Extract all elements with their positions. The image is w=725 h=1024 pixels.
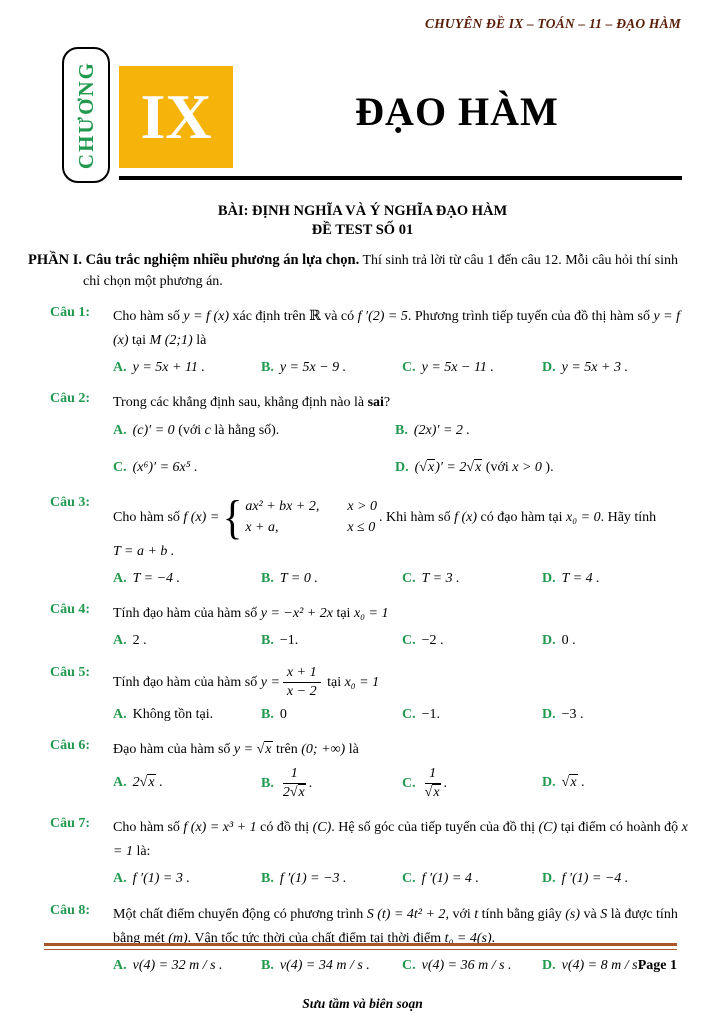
question-1-number: Câu 1: [50,305,91,321]
option-d [395,457,691,479]
math-run: y = [260,674,280,690]
option-letter: D. [542,957,556,973]
question-1 [0,305,725,379]
option-c [113,457,395,479]
text-run: Cho hàm số [113,309,184,325]
option-letter: C. [402,571,416,587]
option-letter: B. [261,870,274,886]
radicand: x [148,775,155,791]
case-condition: x ≤ 0 [347,519,376,535]
math-run: 2√ [282,785,298,801]
option-value: v(4) = 34 m / s . [279,957,370,973]
option-d [542,704,691,726]
math-run: 2√ [132,775,148,791]
text-run: ? [383,395,391,411]
text-run: Cho hàm số [113,820,184,836]
option-a [113,868,261,890]
option-value: v(4) = 36 m / s . [421,957,512,973]
math-run: x = 1 [113,820,688,859]
option-b [261,868,402,890]
question-3-formula-line [113,540,691,564]
text-run: là [345,742,359,758]
option-c [402,868,542,890]
question-4 [0,602,725,652]
option-b [261,955,402,977]
option-d [542,630,691,652]
text-run: . [491,930,496,946]
option-a [113,357,261,379]
question-8-options [113,955,691,977]
math-run: (C) [312,820,332,836]
option-a [113,704,261,726]
option-letter: D. [542,775,556,791]
text-run: . Hệ số góc của tiếp tuyến của đồ thị [331,820,539,836]
fraction-numerator: 1 [425,766,441,784]
option-value: f ′(1) = −3 . [279,870,347,886]
text-run: . [577,775,585,791]
question-3 [0,490,725,591]
option-letter: A. [113,870,127,886]
option-value: 0 [279,706,287,722]
question-7-number: Câu 7: [50,816,91,832]
option-a [113,568,261,590]
text-run: và [580,907,601,923]
option-letter: C. [402,775,416,791]
option-value: f ′(1) = −4 . [561,870,629,886]
option-b [395,420,691,442]
radicand: x [570,775,577,791]
option-value: y = 5x − 9 . [279,359,347,375]
question-2-options [113,420,691,480]
chapter-number: IX [140,81,212,152]
math-run: S [600,907,608,923]
option-b [261,630,402,652]
text-run: tại [128,332,150,348]
option-letter: D. [542,359,556,375]
option-value: T = −4 . [132,571,181,587]
question-4-options [113,630,691,652]
option-c [402,766,542,801]
question-3-text [113,490,691,544]
radicand: x [433,785,440,801]
option-letter: B. [261,633,274,649]
math-run: c [204,422,211,438]
text-run: có đồ thị [256,820,313,836]
text-run: tính bằng giây [478,907,566,923]
option-b [261,704,402,726]
text-run: Tính đạo hàm của hàm số [113,606,261,622]
option-letter: A. [113,359,127,375]
math-run: (0; +∞) [301,742,346,758]
chapter-side-label: CHƯƠNG [73,60,98,170]
option-value: (x⁶)′ = 6x⁵ . [132,460,198,476]
text-run: . Hãy tính [600,509,657,525]
footer-note: Sưu tầm và biên soạn [302,996,423,1011]
option-letter: A. [113,957,127,973]
math-run: x₀ = 0 [566,509,601,525]
question-5 [0,665,725,727]
title-underline [119,176,682,180]
option-value: 0 . [561,633,576,649]
option-letter: D. [542,633,556,649]
question-6-text [113,738,691,762]
text-run: có đạo hàm tại [477,509,567,525]
option-letter: C. [402,633,416,649]
option-letter: C. [402,870,416,886]
text-run: . [443,775,448,791]
option-letter: A. [113,422,127,438]
running-header: CHUYÊN ĐỀ IX – TOÁN – 11 – ĐẠO HÀM [425,16,681,31]
text-run: Đạo hàm của hàm số [113,742,234,758]
option-value: f ′(1) = 4 . [421,870,479,886]
text-run: . Phương trình tiếp tuyến của đồ thị hàm số [407,309,654,325]
option-value: v(4) = 8 m / s . [561,957,645,973]
option-b [261,357,402,379]
option-letter: C. [402,957,416,973]
option-value: −3 . [561,706,584,722]
question-2-number: Câu 2: [50,391,91,407]
fraction-numerator: 1 [283,766,306,784]
math-run: y = −x² + 2x [260,606,333,622]
case-formula: x + a, [245,519,279,535]
option-letter: D. [542,706,556,722]
question-4-text [113,602,691,626]
question-4-number: Câu 4: [50,602,91,618]
option-letter: D. [542,870,556,886]
option-letter: C. [402,706,416,722]
math-run: ℝ [309,309,321,325]
option-letter: A. [113,571,127,587]
bold-run: sai [367,395,384,411]
text-run: là hằng số). [210,422,280,438]
option-d [542,772,691,794]
question-7-text [113,816,691,864]
text-run: là [192,332,207,348]
test-title: ĐỀ TEST SỐ 01 [311,221,414,238]
math-run: y = √ [233,742,265,758]
text-run: tại [323,674,345,690]
question-3-number: Câu 3: [50,494,91,510]
chapter-title: ĐẠO HÀM [355,89,559,134]
text-run: xác định trên [228,309,310,325]
document-body [0,196,725,977]
text-run: (với [482,460,513,476]
footer-double-rule [44,943,677,950]
math-run: y = f (x) [113,309,681,348]
option-letter: B. [261,359,274,375]
option-c [402,955,542,977]
case-formula: ax² + bx + 2, [245,499,320,515]
question-2 [0,391,725,480]
math-run: t [474,907,479,923]
question-8 [0,903,725,977]
option-letter: B. [395,422,408,438]
text-run: là: [132,843,151,859]
option-value: T = 4 . [561,571,600,587]
option-value: 2 . [132,633,147,649]
option-value: y = 5x + 11 . [132,359,205,375]
math-run: (C) [538,820,558,836]
option-a [113,420,395,442]
question-5-options [113,704,691,726]
option-value: −1. [421,706,441,722]
option-c [402,568,542,590]
math-run: t₀ = 4(s) [444,930,492,946]
chapter-side-tab [62,47,110,183]
lesson-title: BÀI: ĐỊNH NGHĨA VÀ Ý NGHĨA ĐẠO HÀM [217,203,508,219]
text-run: (với [174,422,205,438]
text-run: tại [332,606,354,622]
fraction-denominator [283,784,306,801]
math-run: y = f (x) [183,309,229,325]
fraction-denominator [425,784,441,801]
piecewise-function [221,490,378,544]
math-run: (s) [565,907,581,923]
text-run: . [308,775,313,791]
case-condition: x > 0 [347,499,378,515]
math-run: (m) [168,930,188,946]
option-c [402,704,542,726]
radicand: x [475,460,482,476]
math-run: √ [561,775,570,791]
option-letter: A. [113,775,127,791]
option-value: −2 . [421,633,444,649]
question-1-text [113,305,691,353]
math-run: x₀ = 1 [353,606,389,622]
option-a [113,630,261,652]
fraction-numerator: x + 1 [283,665,321,683]
question-6 [0,738,725,801]
fraction-denominator: x − 2 [286,683,317,699]
radicand: x [265,742,272,758]
option-value: −1. [279,633,299,649]
option-value: y = 5x + 3 . [561,359,628,375]
text-run: , với [445,907,475,923]
page-number: Page 1 [637,958,677,973]
option-b [261,568,402,590]
option-letter: B. [261,775,274,791]
text-run: Một chất điểm chuyển động có phương trình [113,907,367,923]
chapter-number-box [119,66,233,168]
text-run: . Khi hàm số [379,509,455,525]
option-letter: C. [113,460,127,476]
option-letter: B. [261,571,274,587]
radicand: x [298,785,305,801]
text-run: Trong các khẳng định sau, khẳng định nào là [113,395,368,411]
question-7-options [113,868,691,890]
text-run: Tính đạo hàm của hàm số [113,674,261,690]
radicand: x [427,460,435,476]
math-run: √ [424,785,433,801]
option-value: f ′(1) = 3 . [132,870,190,886]
math-run: )′ = 2√ [435,460,475,476]
option-d [542,868,691,890]
option-c [402,357,542,379]
math-run: f (x) = [183,509,220,525]
text-run: và có [320,309,358,325]
math-run: (√ [414,460,427,476]
fraction [283,766,306,801]
option-letter: A. [113,633,127,649]
option-value: T = 0 . [279,571,318,587]
question-6-options [113,766,691,801]
option-d [542,357,691,379]
fraction [283,665,321,700]
text-run: Cho hàm số [113,509,184,525]
option-a [113,955,261,977]
math-run: f ′(2) = 5 [357,309,408,325]
option-letter: C. [402,359,416,375]
fraction [425,766,441,801]
text-run: . [155,775,163,791]
math-run: S (t) = 4t² + 2 [366,907,446,923]
part-heading-bold: PHẦN I. Câu trắc nghiệm nhiều phương án lựa chọn. [28,251,360,268]
option-value: Không tồn tại. [132,706,214,722]
text-run: ). [541,460,554,476]
math-run: f (x) [454,509,478,525]
option-value: (2x)′ = 2 . [413,422,470,438]
option-letter: D. [542,571,556,587]
question-7 [0,816,725,890]
part-heading [28,249,695,293]
option-c [402,630,542,652]
question-5-number: Câu 5: [50,664,91,680]
text-run: tại điểm có hoành độ [557,820,682,836]
option-value: y = 5x − 11 . [421,359,494,375]
question-8-number: Câu 8: [50,903,91,919]
question-6-number: Câu 6: [50,738,91,754]
part-heading-rest: Thí sinh trả lời từ câu 1 đến câu 12. Mỗi câu hỏi thí sinh chỉ chọn một phương án. [83,252,678,290]
option-value: v(4) = 32 m / s . [132,957,223,973]
math-run: T = a + b . [113,544,175,560]
text-run: . Vận tốc tức thời của chất điểm tại thời điểm [187,930,445,946]
option-letter: B. [261,957,274,973]
math-run: M (2;1) [149,332,193,348]
question-3-options [113,568,691,590]
option-a [113,772,261,794]
option-letter: A. [113,706,127,722]
option-value: T = 3 . [421,571,460,587]
option-b [261,766,402,801]
text-run: trên [272,742,302,758]
option-value: (c)′ = 0 [132,422,175,438]
question-5-text [113,665,691,700]
option-d [542,568,691,590]
question-2-text [113,391,691,415]
math-run: x₀ = 1 [344,674,380,690]
text-run: là được tính bằng mét [113,907,678,946]
math-run: x > 0 [512,460,542,476]
question-1-options [113,357,691,379]
brace-glyph: { [222,490,243,544]
option-letter: B. [261,706,274,722]
option-letter: D. [395,460,409,476]
math-run: f (x) = x³ + 1 [183,820,257,836]
